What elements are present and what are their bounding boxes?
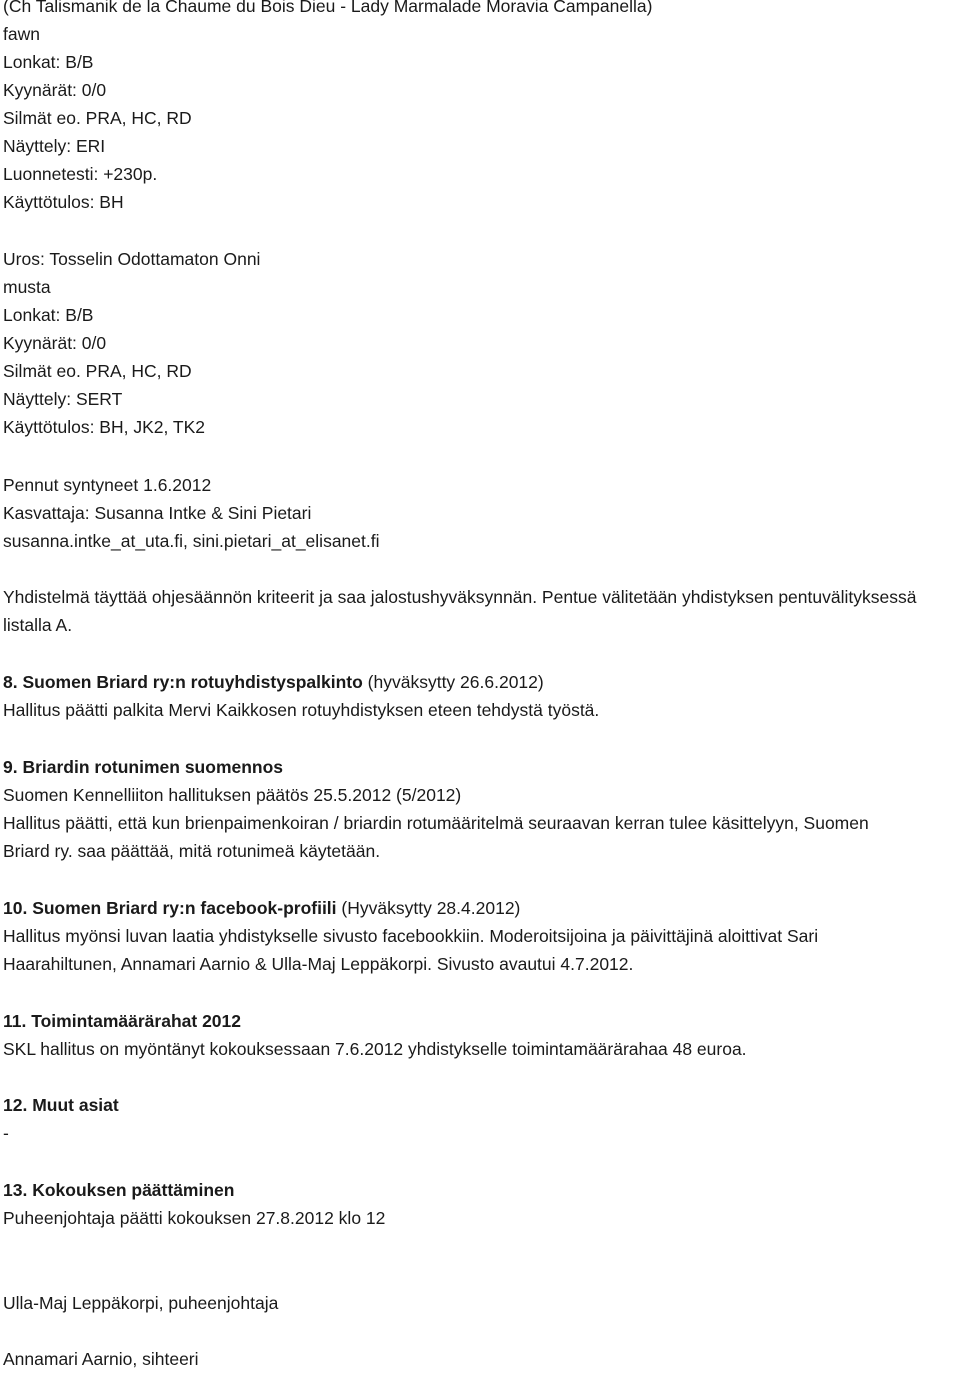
text-line: Käyttötulos: BH (3, 192, 124, 212)
text-line: musta (3, 277, 51, 297)
text-line: Näyttely: ERI (3, 136, 106, 156)
text-line: Silmät eo. PRA, HC, RD (3, 361, 192, 381)
section-heading (3, 672, 544, 692)
parents-line: (Ch Talismanik de la Chaume du Bois Dieu - Lady Marmalade Moravia Campanella) (3, 0, 653, 16)
section-heading: 13. Kokouksen päättäminen (3, 1180, 235, 1200)
section-heading: 12. Muut asiat (3, 1095, 119, 1115)
text-line: Hallitus myönsi luvan laatia yhdistykselle sivusto facebookkiin. Moderoitsijoina ja päivittäjinä aloittivat Sari (3, 926, 819, 946)
signature-chair: Ulla-Maj Leppäkorpi, puheenjohtaja (3, 1293, 279, 1313)
text-line: listalla A. (3, 615, 73, 635)
text-line: Hallitus päätti palkita Mervi Kaikkosen rotuyhdistyksen eteen tehdystä työstä. (3, 700, 600, 720)
heading-bold: 8. Suomen Briard ry:n rotuyhdistyspalkinto (3, 672, 363, 692)
text-line: Kyynärät: 0/0 (3, 333, 107, 353)
text-line: Kyynärät: 0/0 (3, 80, 107, 100)
section-heading (3, 898, 520, 918)
text-line: Briard ry. saa päättää, mitä rotunimeä käytetään. (3, 841, 381, 861)
text-line: Lonkat: B/B (3, 52, 94, 72)
text-line: Uros: Tosselin Odottamaton Onni (3, 249, 261, 269)
signature-secretary: Annamari Aarnio, sihteeri (3, 1349, 199, 1369)
section-heading: 11. Toimintamäärärahat 2012 (3, 1011, 241, 1031)
text-line: Puheenjohtaja päätti kokouksen 27.8.2012 klo 12 (3, 1208, 386, 1228)
text-line: fawn (3, 24, 40, 44)
text-line: Näyttely: SERT (3, 389, 123, 409)
text-line: Silmät eo. PRA, HC, RD (3, 108, 192, 128)
email-text: susanna.intke_at_uta.fi, sini.pietari_at_elisanet.fi (3, 531, 380, 551)
text-line: Käyttötulos: BH, JK2, TK2 (3, 417, 205, 437)
section-heading: 9. Briardin rotunimen suomennos (3, 757, 284, 777)
text-line: SKL hallitus on myöntänyt kokouksessaan 7.6.2012 yhdistykselle toimintamäärärahaa 48 euroa. (3, 1039, 747, 1059)
heading-bold: 10. Suomen Briard ry:n facebook-profiili (3, 898, 337, 918)
text-line: Pennut syntyneet 1.6.2012 (3, 475, 212, 495)
heading-note: (hyväksytty 26.6.2012) (362, 672, 544, 692)
text-line: Kasvattaja: Susanna Intke & Sini Pietari (3, 503, 312, 523)
text-line: Yhdistelmä täyttää ohjesäännön kriteerit ja saa jalostushyväksynnän. Pentue välitetään yhdistyksen pentuvälityksessä (3, 587, 917, 607)
text-line: - (3, 1123, 9, 1143)
text-line: Lonkat: B/B (3, 305, 94, 325)
heading-note: (Hyväksytty 28.4.2012) (336, 898, 521, 918)
text-line: Haarahiltunen, Annamari Aarnio & Ulla-Maj Leppäkorpi. Sivusto avautui 4.7.2012. (3, 954, 634, 974)
text-line: Suomen Kennelliiton hallituksen päätös 25.5.2012 (5/2012) (3, 785, 462, 805)
text-line: Hallitus päätti, että kun brienpaimenkoiran / briardin rotumääritelmä seuraavan kerran tulee käsittelyyn, Suomen (3, 813, 869, 833)
text-line: Luonnetesti: +230p. (3, 164, 158, 184)
